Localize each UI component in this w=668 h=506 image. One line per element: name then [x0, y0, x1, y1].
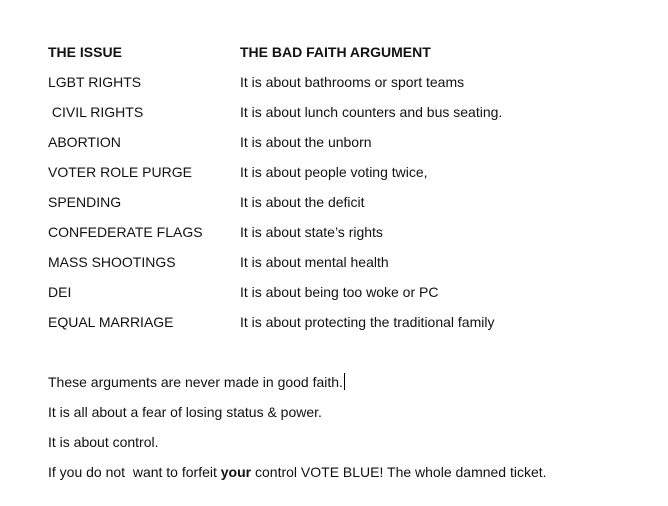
table-header: [48, 42, 648, 72]
argument-cell: It is about the deficit: [240, 194, 365, 210]
paragraph-vote-blue: [48, 462, 648, 492]
table-row: [48, 282, 648, 312]
issue-cell: EQUAL MARRIAGE: [48, 314, 174, 330]
issue-cell: MASS SHOOTINGS: [48, 254, 176, 270]
issue-cell: DEI: [48, 284, 72, 300]
argument-cell: It is about lunch counters and bus seating.: [240, 104, 503, 120]
argument-cell: It is about the unborn: [240, 134, 372, 150]
paragraph-text-after: control VOTE BLUE! The whole damned ticket.: [251, 464, 547, 480]
text-cursor: [344, 373, 345, 390]
issue-cell: CIVIL RIGHTS: [48, 104, 144, 120]
argument-cell: It is about state’s rights: [240, 224, 383, 240]
table-row: [48, 252, 648, 282]
argument-cell: It is about protecting the traditional family: [240, 314, 495, 330]
issue-cell: CONFEDERATE FLAGS: [48, 224, 203, 240]
header-argument: THE BAD FAITH ARGUMENT: [240, 44, 431, 60]
table-row: [48, 162, 648, 192]
paragraph-text: It is about control.: [48, 434, 159, 450]
emphasis-your: your: [220, 464, 252, 480]
paragraph-text: It is all about a fear of losing status & power.: [48, 404, 322, 420]
table-row: [48, 102, 648, 132]
paragraph-text-before: If you do not want to forfeit: [48, 464, 221, 480]
table-row: [48, 72, 648, 102]
table-row: [48, 132, 648, 162]
paragraph-good-faith[interactable]: [48, 372, 648, 402]
argument-cell: It is about mental health: [240, 254, 389, 270]
issue-cell: SPENDING: [48, 194, 122, 210]
header-issue: THE ISSUE: [48, 44, 122, 60]
paragraph-fear: [48, 402, 648, 432]
paragraph-text: These arguments are never made in good faith.: [48, 374, 343, 390]
paragraph-control: [48, 432, 648, 462]
issue-cell: VOTER ROLE PURGE: [48, 164, 192, 180]
table-row: [48, 222, 648, 252]
argument-cell: It is about bathrooms or sport teams: [240, 74, 465, 90]
table-row: [48, 192, 648, 222]
issue-cell: LGBT RIGHTS: [48, 74, 142, 90]
issue-cell: ABORTION: [48, 134, 121, 150]
argument-cell: It is about people voting twice,: [240, 164, 428, 180]
argument-cell: It is about being too woke or PC: [240, 284, 439, 300]
spacer: [48, 342, 648, 372]
table-row: [48, 312, 648, 342]
document-page: [48, 42, 648, 492]
